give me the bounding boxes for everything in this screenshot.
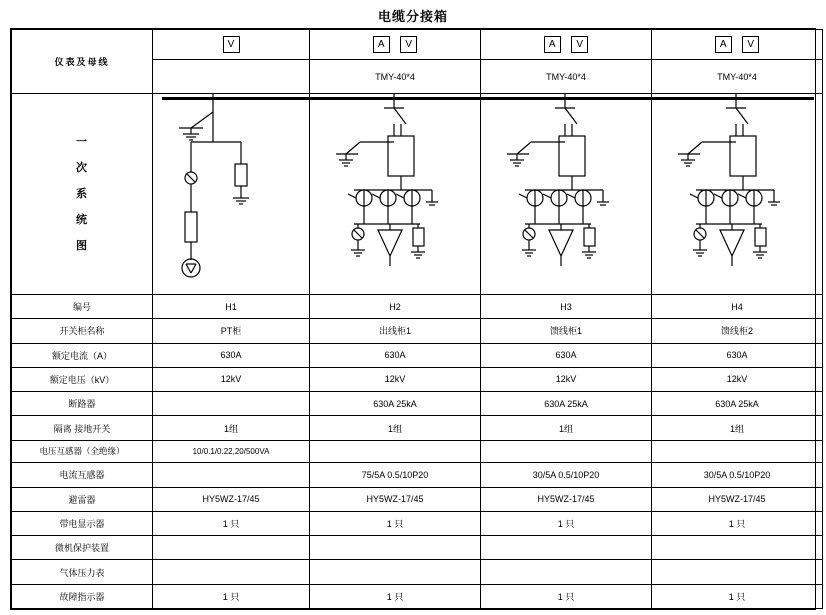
row-cell: HY5WZ-17/45	[652, 487, 823, 511]
schematic-feeder-diagram	[310, 94, 480, 294]
row-cell: 1 只	[310, 584, 481, 608]
row-label: 微机保护装置	[12, 536, 153, 560]
row-cell	[481, 560, 652, 584]
row-cell: 1组	[153, 416, 310, 440]
table-row	[12, 536, 823, 560]
row-cell: 馈线柜2	[652, 319, 823, 343]
row-cell: 10/0.1/0.22,20/500VA	[153, 440, 310, 463]
meter-box-a[interactable]: A	[373, 36, 390, 53]
row-cell: 630A 25kA	[481, 392, 652, 416]
row-cell	[310, 536, 481, 560]
row-cell	[481, 440, 652, 463]
vertical-label-char-5: 图	[76, 240, 88, 252]
row-cell: 出线柜1	[310, 319, 481, 343]
row-cell: 630A	[481, 343, 652, 367]
table-row	[12, 560, 823, 584]
row-label: 额定电流（A）	[12, 343, 153, 367]
schematic-cell-feeder-2	[481, 94, 652, 295]
row-cell: 630A	[310, 343, 481, 367]
row-cell: 75/5A 0.5/10P20	[310, 463, 481, 487]
header-left-label: 仪表及母线	[12, 30, 153, 94]
row-label: 断路器	[12, 392, 153, 416]
row-cell: 1 只	[153, 511, 310, 535]
row-cell	[153, 392, 310, 416]
row-cell: 630A	[652, 343, 823, 367]
row-cell: 30/5A 0.5/10P20	[481, 463, 652, 487]
meter-box-v[interactable]: V	[742, 36, 759, 53]
schematic-cell-feeder-1	[310, 94, 481, 295]
row-cell: 1组	[310, 416, 481, 440]
table-row	[12, 487, 823, 511]
vertical-label-char-1: 一	[76, 136, 88, 148]
row-cell: 1 只	[481, 584, 652, 608]
table-row	[12, 511, 823, 535]
row-cell: H1	[153, 295, 310, 319]
row-cell: HY5WZ-17/45	[481, 487, 652, 511]
row-cell: 630A	[153, 343, 310, 367]
meter-box-v[interactable]: V	[400, 36, 417, 53]
row-label: 气体压力表	[12, 560, 153, 584]
row-cell: 12kV	[481, 367, 652, 391]
meters-cell-2	[310, 30, 481, 60]
row-label: 电流互感器	[12, 463, 153, 487]
main-busbar	[162, 97, 814, 100]
table-row-schematics	[12, 94, 823, 295]
row-cell: 630A 25kA	[310, 392, 481, 416]
page-title: 电缆分接箱	[377, 9, 448, 24]
row-cell: 馈线柜1	[481, 319, 652, 343]
row-cell	[153, 560, 310, 584]
table-row	[12, 440, 823, 463]
row-cell: 1组	[652, 416, 823, 440]
row-cell: 1 只	[652, 584, 823, 608]
table-row-meters	[12, 30, 823, 60]
vertical-label-char-3: 系	[76, 188, 88, 200]
row-cell: 12kV	[310, 367, 481, 391]
bus-label-4: TMY-40*4	[652, 60, 823, 94]
row-label: 额定电压（kV）	[12, 367, 153, 391]
meter-box-a[interactable]: A	[544, 36, 561, 53]
meters-cell-3	[481, 30, 652, 60]
row-cell: 1 只	[153, 584, 310, 608]
row-label: 电压互感器（全绝缘）	[12, 440, 153, 463]
row-label: 故障指示器	[12, 584, 153, 608]
schematic-pt-diagram	[153, 94, 309, 294]
row-label: 编号	[12, 295, 153, 319]
table-row	[12, 367, 823, 391]
switchgear-table	[11, 29, 823, 609]
row-cell: PT柜	[153, 319, 310, 343]
row-cell: 1 只	[652, 511, 823, 535]
row-cell	[310, 560, 481, 584]
row-cell: 30/5A 0.5/10P20	[652, 463, 823, 487]
bus-label-2: TMY-40*4	[310, 60, 481, 94]
row-label: 开关柜名称	[12, 319, 153, 343]
table-row	[12, 584, 823, 608]
row-cell	[153, 463, 310, 487]
row-cell: H4	[652, 295, 823, 319]
table-row	[12, 295, 823, 319]
schematic-cell-feeder-3	[652, 94, 823, 295]
row-cell: HY5WZ-17/45	[153, 487, 310, 511]
row-cell: H3	[481, 295, 652, 319]
table-row	[12, 416, 823, 440]
bus-label-3: TMY-40*4	[481, 60, 652, 94]
table-row	[12, 392, 823, 416]
row-cell	[310, 440, 481, 463]
row-cell: 1组	[481, 416, 652, 440]
table-row	[12, 463, 823, 487]
row-cell	[481, 536, 652, 560]
row-cell: H2	[310, 295, 481, 319]
meters-cell-4	[652, 30, 823, 60]
schematic-cell-pt	[153, 94, 310, 295]
row-label: 避雷器	[12, 487, 153, 511]
row-cell	[652, 536, 823, 560]
row-cell: 1 只	[481, 511, 652, 535]
meter-box-a[interactable]: A	[715, 36, 732, 53]
table-row	[12, 343, 823, 367]
row-cell: 630A 25kA	[652, 392, 823, 416]
row-cell: HY5WZ-17/45	[310, 487, 481, 511]
vertical-label-cell	[12, 94, 153, 295]
diagram-frame	[10, 28, 816, 610]
row-cell: 12kV	[652, 367, 823, 391]
row-cell: 12kV	[153, 367, 310, 391]
vertical-label-char-2: 次	[76, 162, 88, 174]
meter-box-v[interactable]: V	[223, 36, 240, 53]
bus-label-1	[153, 60, 310, 94]
row-cell	[652, 560, 823, 584]
vertical-label-char-4: 统	[76, 214, 88, 226]
row-cell	[153, 536, 310, 560]
meter-box-v[interactable]: V	[571, 36, 588, 53]
row-cell: 1 只	[310, 511, 481, 535]
schematic-feeder-diagram	[481, 94, 651, 294]
row-cell	[652, 440, 823, 463]
meters-cell-1	[153, 30, 310, 60]
row-label: 带电显示器	[12, 511, 153, 535]
row-label: 隔离 接地开关	[12, 416, 153, 440]
schematic-feeder-diagram	[652, 94, 822, 294]
table-row	[12, 319, 823, 343]
